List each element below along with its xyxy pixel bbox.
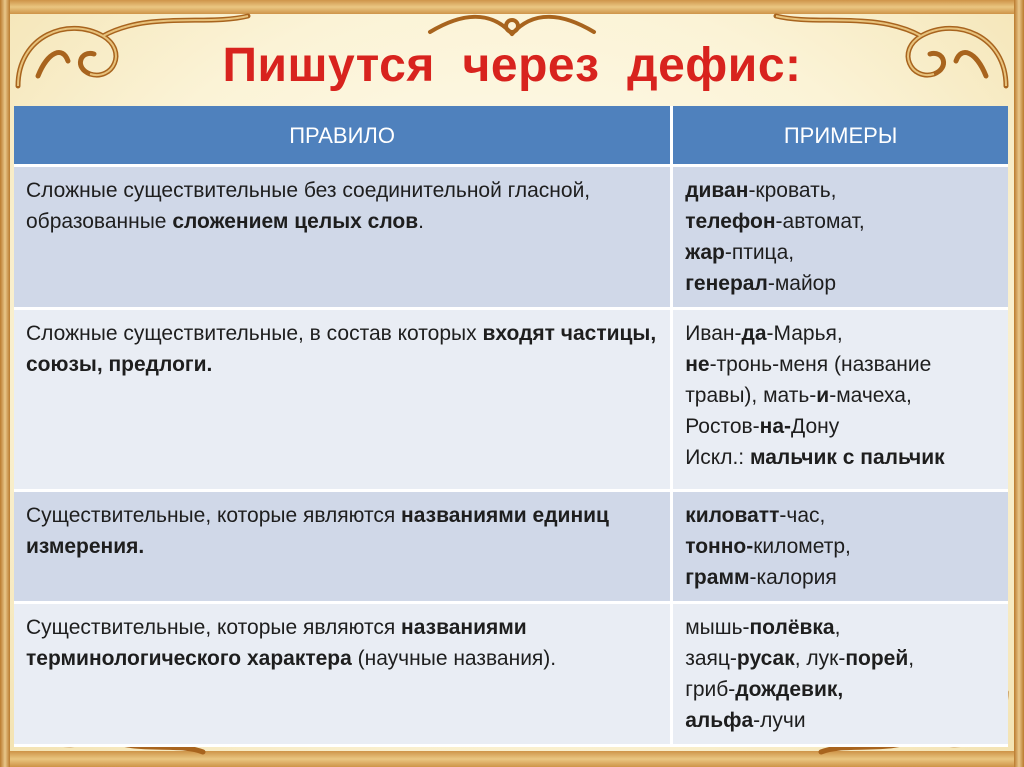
bold-text: названиями терминологического характера — [26, 616, 527, 670]
text-run: -кровать, — [748, 179, 837, 202]
text-run: километр, — [753, 535, 851, 558]
example-line — [685, 268, 996, 299]
text-run: -автомат, — [775, 210, 865, 233]
example-line — [685, 705, 996, 736]
text-run: Дону — [791, 415, 840, 438]
text-run: -час, — [779, 504, 826, 527]
text-run: . — [418, 210, 424, 233]
bold-text: русак — [736, 647, 795, 670]
examples-cell — [673, 167, 1008, 310]
text-run: , лук- — [794, 647, 846, 670]
frame-border-right — [1014, 0, 1024, 767]
examples-cell — [673, 310, 1008, 492]
table-header-row — [14, 106, 1008, 167]
text-run: -Марья, — [766, 322, 843, 345]
bold-text: телефон — [685, 210, 776, 233]
example-line — [685, 411, 996, 442]
example-line — [685, 500, 996, 531]
rule-cell — [14, 492, 673, 604]
example-line — [685, 643, 996, 674]
examples-cell — [673, 492, 1008, 604]
bold-text: мальчик с пальчик — [749, 446, 945, 469]
bold-text: порей — [845, 647, 909, 670]
bold-text: жар — [685, 241, 725, 264]
rule-cell — [14, 310, 673, 492]
rule-cell — [14, 604, 673, 747]
example-line — [685, 612, 996, 643]
text-run: -мачеха, — [829, 384, 912, 407]
text-run: гриб- — [685, 678, 736, 701]
table-row — [14, 310, 1008, 492]
bold-text: дождевик, — [735, 678, 844, 701]
bold-text: полёвка — [749, 616, 835, 639]
bold-text: киловатт — [685, 504, 780, 527]
header-rule: ПРАВИЛО — [14, 106, 673, 167]
text-run: -майор — [767, 272, 837, 295]
text-run: заяц- — [685, 647, 737, 670]
bold-text: диван — [685, 179, 749, 202]
example-line — [685, 531, 996, 562]
bold-text: альфа — [685, 709, 754, 732]
table-row — [14, 167, 1008, 310]
example-line — [685, 206, 996, 237]
header-examples: ПРИМЕРЫ — [673, 106, 1008, 167]
text-run: Ростов- — [685, 415, 760, 438]
bold-text: не — [685, 353, 710, 376]
bold-text: и — [816, 384, 830, 407]
text-run: Сложные существительные, в состав которых — [26, 322, 483, 345]
text-run: , — [834, 616, 841, 639]
text-run: -калория — [749, 566, 837, 589]
bold-text: сложением целых слов — [172, 210, 419, 233]
text-run: Существительные, которые являются — [26, 504, 402, 527]
slide-title: Пишутся через дефис: — [222, 39, 802, 92]
example-line — [685, 237, 996, 268]
example-line — [685, 442, 996, 473]
bold-text: генерал — [685, 272, 768, 295]
text-run: -птица, — [724, 241, 795, 264]
text-run: Существительные, которые являются — [26, 616, 402, 639]
example-line — [685, 674, 996, 705]
bold-text: тонно- — [685, 535, 754, 558]
rules-table — [14, 106, 1008, 747]
table-row — [14, 492, 1008, 604]
text-run: мышь- — [685, 616, 750, 639]
rule-cell — [14, 167, 673, 310]
bold-text: на- — [759, 415, 792, 438]
text-run: Иван- — [685, 322, 742, 345]
bold-text: да — [741, 322, 767, 345]
frame-border-left — [0, 0, 10, 767]
text-run: Искл.: — [685, 446, 750, 469]
examples-cell — [673, 604, 1008, 747]
bold-text: грамм — [685, 566, 750, 589]
table-row — [14, 604, 1008, 747]
text-run: -лучи — [753, 709, 806, 732]
text-run: (научные названия). — [351, 647, 557, 670]
example-line — [685, 175, 996, 206]
bold-text: входят частицы, союзы, предлоги. — [26, 322, 657, 376]
bold-text: названиями единиц измерения. — [26, 504, 609, 558]
text-run: , — [908, 647, 915, 670]
example-line — [685, 318, 996, 349]
text-run: Сложные существительные без соединительной гласной, образованные — [26, 179, 591, 233]
text-run: -тронь-меня (название травы), мать- — [685, 353, 932, 407]
example-line — [685, 562, 996, 593]
example-line — [685, 349, 996, 411]
